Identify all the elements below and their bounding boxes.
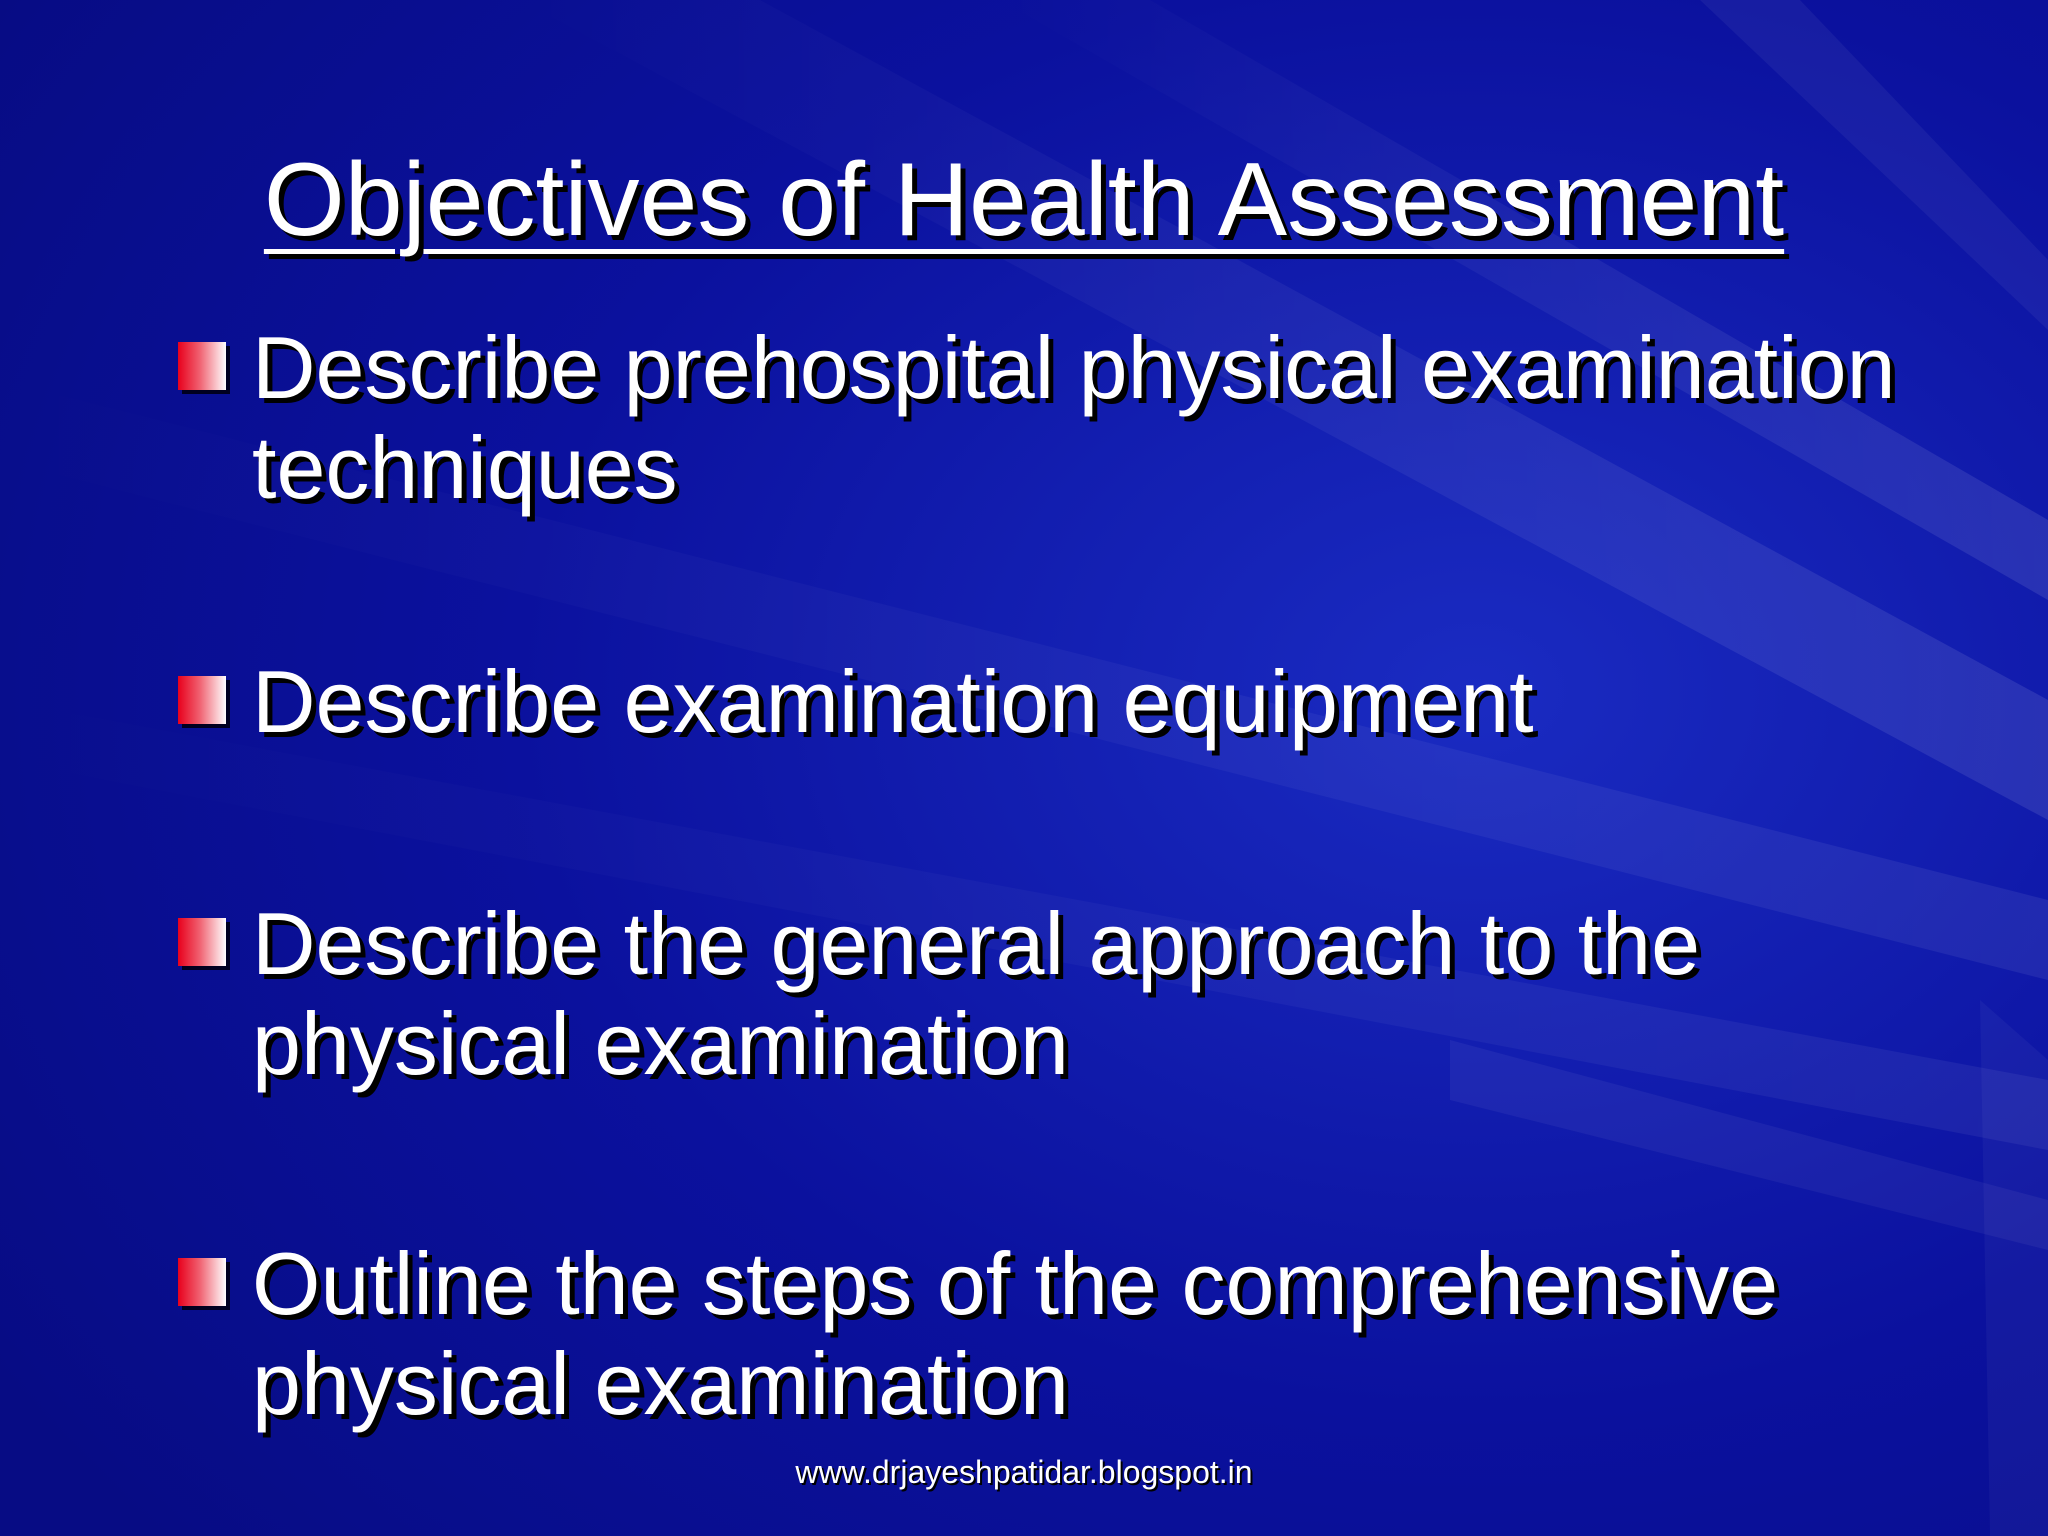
bullet-text: Describe the general approach to the physical examination bbox=[252, 894, 1701, 1093]
red-square-bullet-icon bbox=[178, 676, 226, 724]
red-square-bullet-icon bbox=[178, 342, 226, 390]
slide-title: Objectives of Health Assessment bbox=[263, 142, 1785, 258]
footer-url: www.drjayeshpatidar.blogspot.in bbox=[795, 1454, 1253, 1490]
bullet-text: Outline the steps of the comprehensive physical examination bbox=[252, 1234, 1779, 1433]
bullet-text: Describe prehospital physical examination techniques bbox=[252, 318, 1896, 517]
red-square-bullet-icon bbox=[178, 918, 226, 966]
bullet-text: Describe examination equipment bbox=[252, 652, 1534, 751]
red-square-bullet-icon bbox=[178, 1258, 226, 1306]
